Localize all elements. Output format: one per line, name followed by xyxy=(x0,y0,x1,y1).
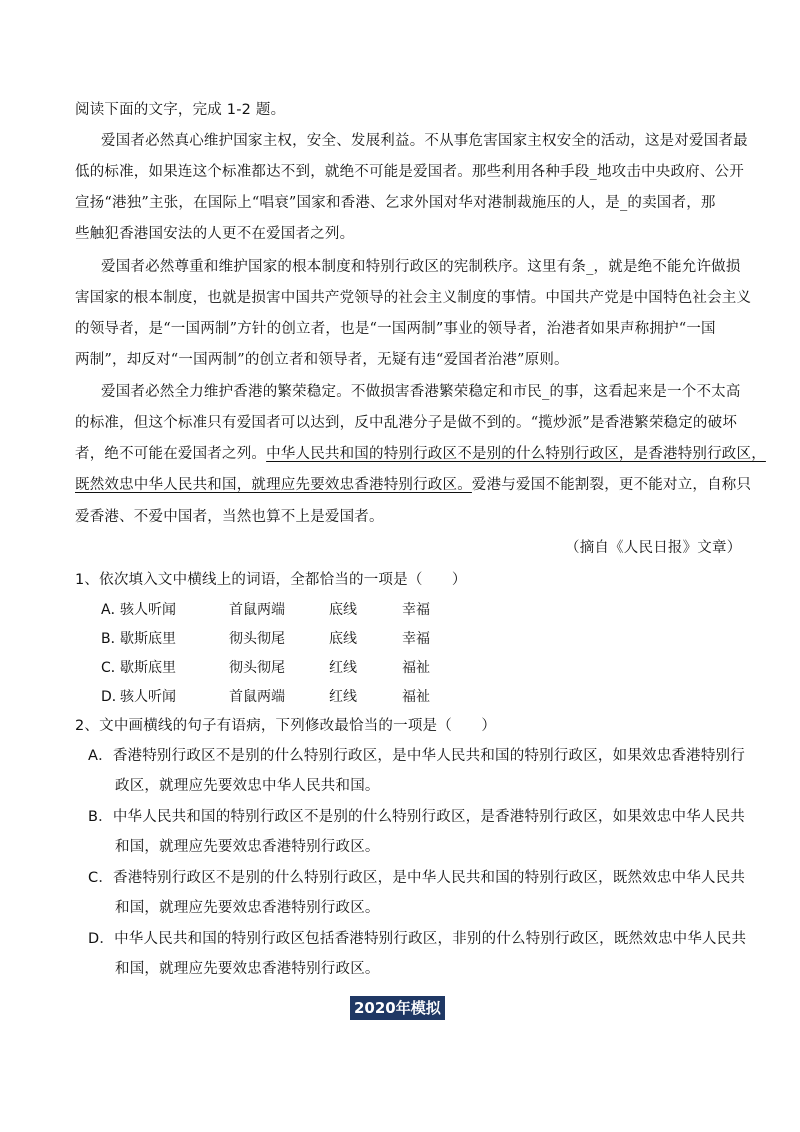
q2-option-c-line1: C．香港特别行政区不是别的什么特别行政区，是中华人民共和国的特别行政区，既然效忠中华人民共 xyxy=(88,870,746,886)
q1-option-word4: 幸福 xyxy=(402,602,430,618)
q1-option-label: D． xyxy=(101,689,126,705)
passage-p1-line1: 爱国者必然真心维护国家主权，安全、发展利益。不从事危害国家主权安全的活动，这是对爱国者最 xyxy=(101,133,748,149)
passage-p2-line2: 害国家的根本制度，也就是损害中国共产党领导的社会主义制度的事情。中国共产党是中国特色社会主义 xyxy=(75,290,752,306)
q1-option-word1: 骇人听闻 xyxy=(120,602,176,618)
passage-p1-line2: 低的标准，如果连这个标准都达不到，就绝不可能是爱国者。那些利用各种手段_地攻击中央政府、公开 xyxy=(75,164,744,180)
passage-p2-line1: 爱国者必然尊重和维护国家的根本制度和特别行政区的宪制秩序。这里有条_，就是绝不能允许做损 xyxy=(101,259,741,275)
passage-p3-line3-text: 者，绝不可能在爱国者之列。 xyxy=(75,446,267,462)
intro-text: 阅读下面的文字，完成 1-2 题。 xyxy=(75,102,286,118)
passage-p1-line4: 些触犯香港国安法的人更不在爱国者之列。 xyxy=(75,226,355,242)
q1-option-word1: 歇斯底里 xyxy=(120,631,176,647)
q1-option-label: A． xyxy=(101,602,125,618)
q1-option-word4: 福祉 xyxy=(402,689,430,705)
source-citation: （摘自《人民日报》文章） xyxy=(565,540,742,556)
passage-p3-line3 xyxy=(75,444,766,464)
q1-option-label: B． xyxy=(101,631,125,647)
q1-option-word3: 红线 xyxy=(329,660,357,676)
q2-option-d-line1: D．中华人民共和国的特别行政区包括香港特别行政区，非别的什么特别行政区，既然效忠中华人民共 xyxy=(88,931,747,947)
q1-option-word2: 彻头彻尾 xyxy=(229,660,285,676)
q1-option-word3: 红线 xyxy=(329,689,357,705)
q1-option-word1: 骇人听闻 xyxy=(120,689,176,705)
passage-p2-line3: 的领导者，是“一国两制”方针的创立者，也是“一国两制”事业的领导者，治港者如果声称拥护“一国 xyxy=(75,321,716,337)
q2-stem: 2、文中画横线的句子有语病，下列修改最恰当的一项是（ ） xyxy=(75,718,497,734)
passage-p2-line4: 两制”，却反对“一国两制”的创立者和领导者，无疑有违“爱国者治港”原则。 xyxy=(75,352,569,368)
q1-option-word3: 底线 xyxy=(329,631,357,647)
q1-option-word2: 彻头彻尾 xyxy=(229,631,285,647)
passage-p1-line3: 宣扬“港独”主张，在国际上“唱衰”国家和香港、乞求外国对华对港制裁施压的人，是_的卖国者，那 xyxy=(75,195,716,211)
q2-option-b-line2: 和国，就理应先要效忠香港特别行政区。 xyxy=(115,839,380,855)
q1-option-word1: 歇斯底里 xyxy=(120,660,176,676)
q2-option-a-line1: A．香港特别行政区不是别的什么特别行政区，是中华人民共和国的特别行政区，如果效忠香港特别行 xyxy=(88,748,745,764)
passage-p3-line4 xyxy=(75,475,751,495)
passage-p3-line5: 爱香港、不爱中国者，当然也算不上是爱国者。 xyxy=(75,509,384,525)
q2-option-d-line2: 和国，就理应先要效忠香港特别行政区。 xyxy=(115,961,380,977)
passage-p3-line4-text: 爱港与爱国不能割裂，更不能对立，自称只 xyxy=(471,477,752,493)
q1-option-word2: 首鼠两端 xyxy=(229,689,285,705)
q1-option-label: C． xyxy=(101,660,125,676)
passage-p3-line1: 爱国者必然全力维护香港的繁荣稳定。不做损害香港繁荣稳定和市民_的事，这看起来是一个不太高 xyxy=(101,384,741,400)
underlined-sentence-part1: 中华人民共和国的特别行政区不是别的什么特别行政区，是香港特别行政区， xyxy=(266,446,766,462)
q2-option-a-line2: 政区，就理应先要效忠中华人民共和国。 xyxy=(115,778,380,794)
passage-p3-line2: 的标准，但这个标准只有爱国者可以达到，反中乱港分子是做不到的。“揽炒派”是香港繁荣稳定的破坏 xyxy=(75,415,738,431)
section-banner: 2020年模拟 xyxy=(350,996,445,1020)
q1-option-word2: 首鼠两端 xyxy=(229,602,285,618)
underlined-sentence-part2: 既然效忠中华人民共和国，就理应先要效忠香港特别行政区。 xyxy=(75,477,472,493)
q1-stem: 1、依次填入文中横线上的词语，全都恰当的一项是（ ） xyxy=(75,572,467,588)
q1-option-word4: 幸福 xyxy=(402,631,430,647)
q2-option-b-line1: B．中华人民共和国的特别行政区不是别的什么特别行政区，是香港特别行政区，如果效忠中华人民共 xyxy=(88,809,745,825)
q2-option-c-line2: 和国，就理应先要效忠香港特别行政区。 xyxy=(115,900,380,916)
q1-option-word3: 底线 xyxy=(329,602,357,618)
q1-option-word4: 福祉 xyxy=(402,660,430,676)
